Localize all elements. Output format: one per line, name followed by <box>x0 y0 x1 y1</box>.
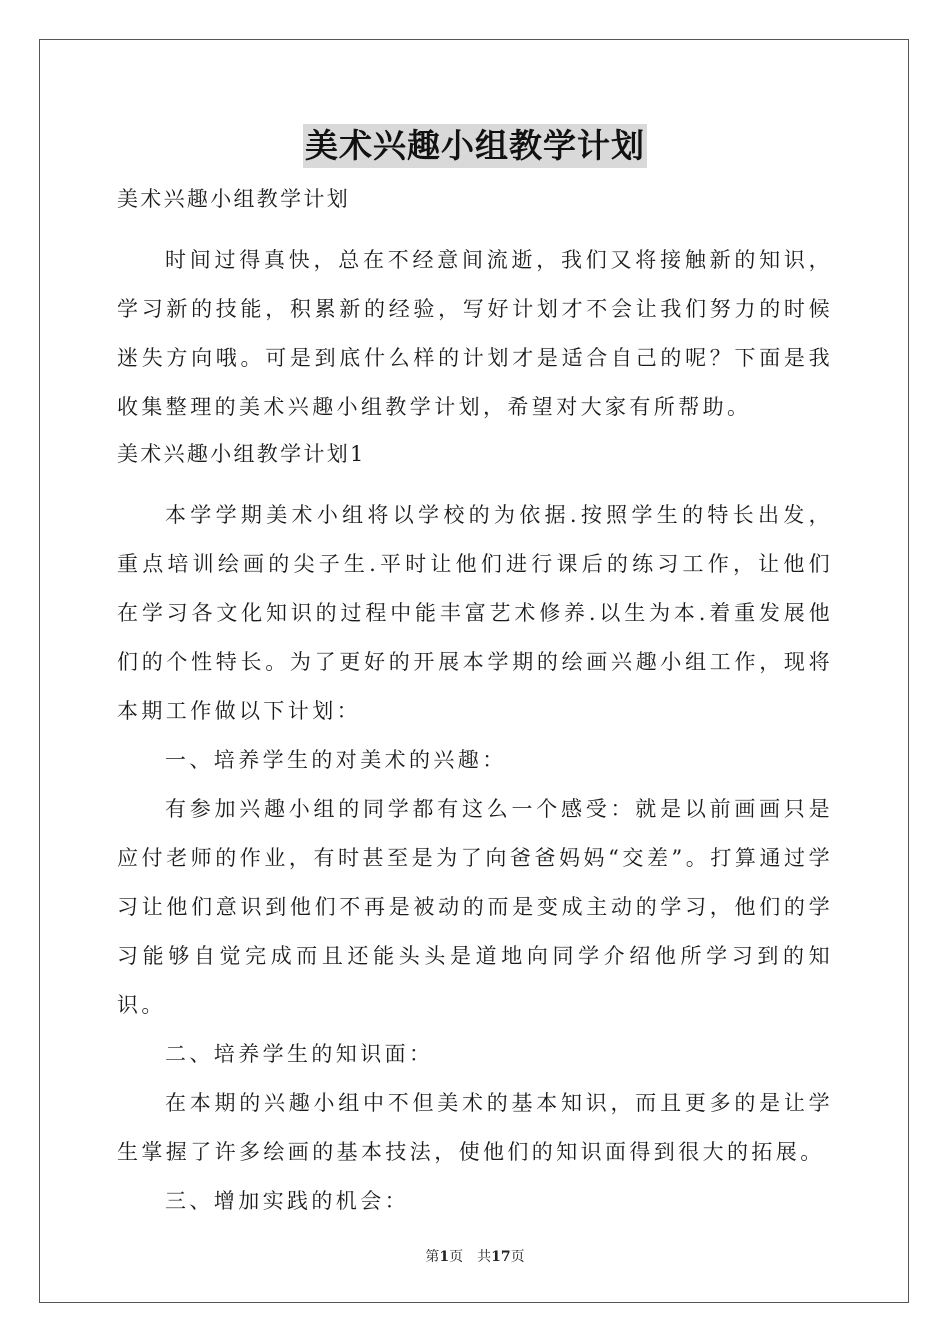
document-subtitle: 美术兴趣小组教学计划 <box>117 187 350 211</box>
page-number: 1 <box>439 1249 450 1265</box>
point-2-body: 在本期的兴趣小组中不但美术的基本知识，而且更多的是让学生掌握了许多绘画的基本技法，使他们的知识面得到很大的拓展。 <box>117 1091 833 1164</box>
page-prefix: 第 <box>425 1249 440 1265</box>
total-pages: 17 <box>491 1249 511 1265</box>
point-1-body: 有参加兴趣小组的同学都有这么一个感受：就是以前画画只是应付老师的作业，有时甚至是为了向爸爸妈妈“交差”。打算通过学习让他们意识到他们不再是被动的而是变成主动的学习，他们的学习能够自觉完成而且还能头头是道地向同学介绍他所学习到的知识。 <box>117 797 833 1017</box>
page-suffix: 页 <box>449 1249 464 1265</box>
section-heading: 美术兴趣小组教学计划1 <box>117 442 366 466</box>
title-block <box>0 124 950 168</box>
page-footer <box>0 1246 950 1266</box>
point-3-heading: 三、增加实践的机会： <box>165 1189 409 1213</box>
total-suffix: 页 <box>510 1249 525 1265</box>
intro-paragraph: 时间过得真快，总在不经意间流逝，我们又将接触新的知识，学习新的技能，积累新的经验，写好计划才不会让我们努力的时候迷失方向哦。可是到底什么样的计划才是适合自己的呢？下面是我收集整理的美术兴趣小组教学计划，希望对大家有所帮助。 <box>117 248 833 419</box>
section-intro-paragraph: 本学学期美术小组将以学校的为依据.按照学生的特长出发，重点培训绘画的尖子生.平时让他们进行课后的练习工作，让他们在学习各文化知识的过程中能丰富艺术修养.以生为本.着重发展他们的个性特长。为了更好的开展本学期的绘画兴趣小组工作，现将本期工作做以下计划： <box>117 503 833 723</box>
document-title: 美术兴趣小组教学计划 <box>303 124 647 168</box>
point-2-heading: 二、培养学生的知识面： <box>165 1042 434 1066</box>
total-prefix: 共 <box>477 1249 492 1265</box>
point-1-heading: 一、培养学生的对美术的兴趣： <box>165 748 507 772</box>
document-body <box>117 181 833 1226</box>
